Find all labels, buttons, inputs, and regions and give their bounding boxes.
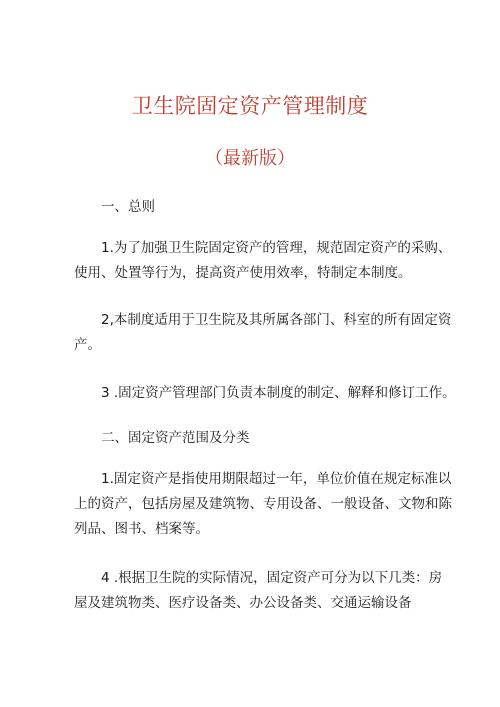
paragraph-2	[74, 308, 452, 358]
paragraph-line: 产。	[74, 337, 101, 353]
paragraph-line: 使用、处置等行为，提高资产使用效率，特制定本制度。	[74, 265, 412, 281]
paragraph-line: 2,本制度适用于卫生院及其所属各部门、科室的所有固定资	[101, 312, 452, 328]
section-heading-text: 一、总则	[101, 199, 155, 215]
document-title: 卫生院固定资产管理制度	[131, 94, 369, 118]
paragraph-line: 上的资产，包括房屋及建筑物、专用设备、一般设备、文物和陈	[74, 496, 452, 512]
paragraph-line: 3 .固定资产管理部门负责本制度的制定、解释和修订工作。	[101, 385, 456, 401]
paragraph-line: 屋及建筑物类、医疗设备类、办公设备类、交通运输设备	[74, 595, 412, 611]
paragraph-1	[74, 236, 452, 286]
paragraph-line: 1.为了加强卫生院固定资产的管理，规范固定资产的采购、	[101, 240, 452, 256]
paragraph-line: 列品、图书、档案等。	[74, 521, 209, 537]
section-heading-general	[74, 195, 436, 220]
paragraph-5	[74, 566, 443, 616]
paragraph-3	[74, 381, 456, 406]
paragraph-line: 1.固定资产是指使用期限超过一年，单位价值在规定标准以	[101, 471, 452, 487]
section-heading-text: 二、固定资产范围及分类	[101, 430, 250, 446]
document-subtitle: （最新版）	[205, 148, 295, 169]
section-heading-scope	[74, 426, 436, 451]
paragraph-4	[74, 467, 452, 542]
paragraph-line: 4 .根据卫生院的实际情况，固定资产可分为以下几类：房	[101, 570, 443, 586]
